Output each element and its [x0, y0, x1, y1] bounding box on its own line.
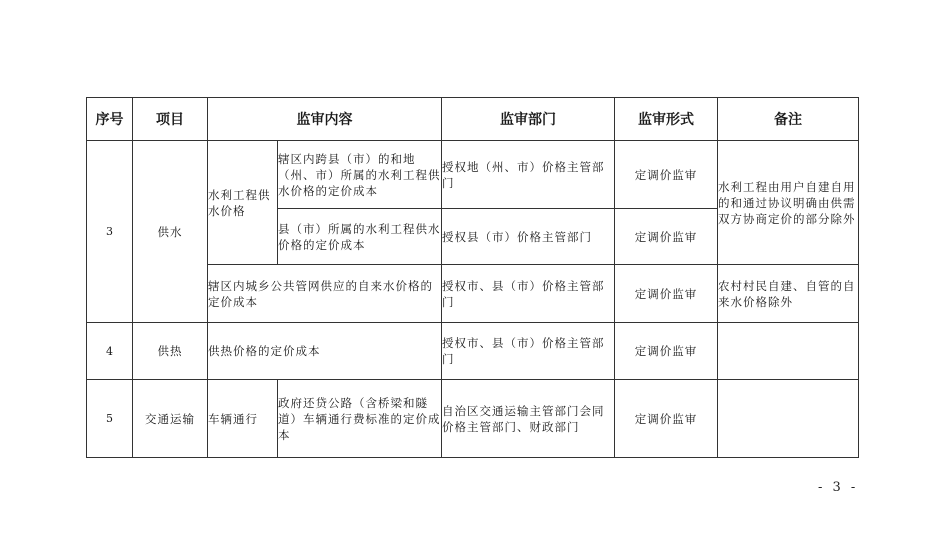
header-row	[87, 98, 859, 141]
note-cell: 水利工程由用户自建自用的和通过协议明确由供需双方协商定价的部分除外	[718, 141, 859, 265]
header-seq: 序号	[87, 98, 133, 141]
dept-cell: 授权市、县（市）价格主管部门	[442, 265, 615, 323]
header-item: 项目	[133, 98, 208, 141]
dept-cell: 授权县（市）价格主管部门	[442, 209, 615, 265]
dept-cell: 自治区交通运输主管部门会同价格主管部门、财政部门	[442, 380, 615, 458]
content-cell: 县（市）所属的水利工程供水价格的定价成本	[278, 209, 442, 265]
note-cell	[718, 323, 859, 380]
content-cell: 辖区内城乡公共管网供应的自来水价格的定价成本	[208, 265, 442, 323]
seq-cell: 4	[87, 323, 133, 380]
sub-item-cell: 水利工程供水价格	[208, 141, 278, 265]
table-row	[87, 141, 859, 209]
item-cell: 供水	[133, 141, 208, 323]
form-cell: 定调价监审	[615, 141, 718, 209]
item-cell: 交通运输	[133, 380, 208, 458]
pricing-supervision-table	[86, 97, 859, 458]
form-cell: 定调价监审	[615, 380, 718, 458]
dept-cell: 授权地（州、市）价格主管部门	[442, 141, 615, 209]
content-cell: 供热价格的定价成本	[208, 323, 442, 380]
header-content: 监审内容	[208, 98, 442, 141]
content-cell: 辖区内跨县（市）的和地（州、市）所属的水利工程供水价格的定价成本	[278, 141, 442, 209]
header-dept: 监审部门	[442, 98, 615, 141]
seq-cell: 5	[87, 380, 133, 458]
dept-cell: 授权市、县（市）价格主管部门	[442, 323, 615, 380]
table-row	[87, 380, 859, 458]
content-cell: 政府还贷公路（含桥梁和隧道）车辆通行费标准的定价成本	[278, 380, 442, 458]
sub-item-cell: 车辆通行	[208, 380, 278, 458]
seq-cell: 3	[87, 141, 133, 323]
form-cell: 定调价监审	[615, 209, 718, 265]
page-number: - 3 -	[818, 480, 859, 495]
form-cell: 定调价监审	[615, 323, 718, 380]
table-row	[87, 323, 859, 380]
header-form: 监审形式	[615, 98, 718, 141]
note-cell	[718, 380, 859, 458]
item-cell: 供热	[133, 323, 208, 380]
note-cell: 农村村民自建、自管的自来水价格除外	[718, 265, 859, 323]
form-cell: 定调价监审	[615, 265, 718, 323]
header-note: 备注	[718, 98, 859, 141]
